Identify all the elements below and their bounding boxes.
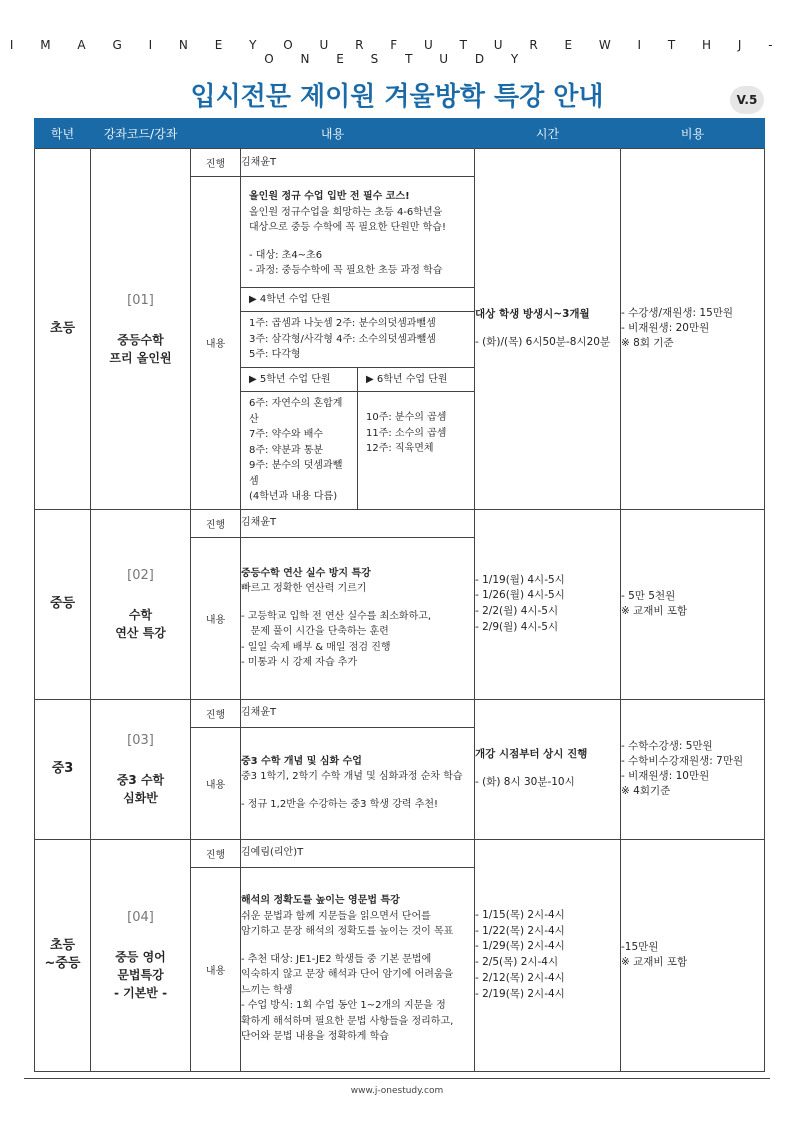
fee-line: - 5만 5천원 [621, 589, 676, 602]
fee-cell [621, 839, 765, 1071]
content-bullet: - 과정: 중등수학에 꼭 필요한 초등 과정 학습 [249, 265, 443, 276]
fee-line: ※ 8회 기준 [621, 337, 674, 350]
time-cell [475, 699, 621, 839]
course-name-line: - 기본반 - [113, 985, 168, 1000]
content-bullet: 단어와 문법 내용을 정확하게 학습 [241, 1031, 389, 1043]
unit-line: 12주: 직육면체 [366, 443, 434, 454]
fee-line: - 수강생/재원생: 15만원 [621, 306, 734, 319]
unit-line: (4학년과 내용 다름) [249, 491, 338, 502]
col-time: 시간 [475, 118, 621, 149]
progress-label: 진행 [191, 699, 241, 727]
time-line: - 1/29(목) 2시-4시 [475, 940, 565, 953]
course-name-line: 중3 수학 [116, 772, 165, 787]
time-line: - 1/26(월) 4시-5시 [475, 589, 565, 602]
units6-list [357, 392, 474, 509]
fee-cell [621, 149, 765, 510]
content-bullet: - 고등학교 입학 전 연산 실수를 최소화하고, [241, 610, 432, 622]
course-cell [91, 699, 191, 839]
fee-line: - 수학수강생: 5만원 [621, 739, 713, 752]
content-bullet: 느끼는 학생 [241, 984, 293, 996]
time-line: - (화) 8시 30분-10시 [475, 776, 575, 788]
course-cell [91, 509, 191, 699]
unit-line: 10주: 분수의 곱셈 [366, 412, 447, 423]
content-headline: 해석의 정확도를 높이는 영문법 특강 [241, 895, 400, 907]
course-code: [01] [127, 293, 154, 308]
course-name-line: 수학 [128, 607, 153, 622]
unit-line: 11주: 소수의 곱셈 [366, 427, 447, 439]
fee-line: ※ 4회기준 [621, 785, 671, 798]
content-bullet: - 대상: 초4~초6 [249, 249, 323, 261]
teacher-name: 김채윤T [241, 699, 475, 727]
fee-line: - 비재원생: 10만원 [621, 770, 710, 782]
teacher-name: 김채윤T [241, 509, 475, 537]
table-row [35, 699, 765, 727]
grade-line: ~중등 [44, 956, 81, 971]
grade-line: 초등 [49, 938, 76, 954]
time-line: - 2/5(목) 2시-4시 [475, 956, 559, 968]
teacher-name: 김예림(리안)T [241, 839, 475, 867]
table-row [35, 509, 765, 537]
grade-cell: 중3 [35, 699, 91, 839]
fee-line: - 비재원생: 20만원 [621, 322, 710, 335]
content-desc: 암기하고 문장 해석의 정확도를 높이는 것이 목표 [241, 926, 454, 938]
teacher-name: 김채윤T [241, 149, 475, 177]
footer-divider [24, 1078, 770, 1079]
content-bullet: 익숙하지 않고 문장 해석과 단어 암기에 어려움을 [241, 969, 454, 981]
time-headline: 대상 학생 방생시~3개월 [475, 308, 590, 320]
progress-label: 진행 [191, 509, 241, 537]
unit-line: 8주: 약분과 통분 [249, 444, 324, 456]
units6-title: ▶ 6학년 수업 단원 [357, 368, 474, 392]
course-cell [91, 149, 191, 510]
content-bullet: 문제 풀이 시간을 단축하는 훈련 [241, 626, 389, 637]
content-label: 내용 [191, 867, 241, 1071]
unit-line: 3주: 삼각형/사각형 4주: 소수의덧셈과뺄셈 [249, 333, 436, 345]
course-code: [03] [127, 733, 154, 749]
content-headline: 중3 수학 개념 및 심화 수업 [241, 755, 362, 767]
content-bullet: 확하게 해석하며 필요한 문법 사항들을 정리하고, [241, 1015, 454, 1027]
progress-label: 진행 [191, 839, 241, 867]
content-cell [241, 727, 475, 839]
col-content: 내용 [191, 118, 475, 149]
time-cell [475, 149, 621, 510]
time-line: - (화)/(목) 6시50분-8시20분 [475, 335, 611, 348]
unit-line: 7주: 약수와 배수 [249, 429, 324, 440]
course-table [34, 118, 765, 1072]
grade-cell: 중등 [35, 509, 91, 699]
content-desc: 대상으로 중등 수학에 꼭 필요한 단원만 학습! [249, 222, 446, 233]
time-line: - 1/22(목) 2시-4시 [475, 924, 565, 937]
progress-label: 진행 [191, 149, 241, 177]
unit-line: 5주: 다각형 [249, 349, 301, 360]
units56-title-row [241, 367, 474, 392]
time-line: - 1/15(목) 2시-4시 [475, 908, 565, 921]
unit-line: 1주: 곱셈과 나눗셈 2주: 분수의덧셈과뺄셈 [249, 318, 436, 329]
content-label: 내용 [191, 727, 241, 839]
table-row [35, 839, 765, 867]
col-course: 강좌코드/강좌 [91, 118, 191, 149]
content-bullet: - 정규 1,2반을 수강하는 중3 학생 강력 추천! [241, 798, 439, 810]
units4-list [241, 311, 474, 367]
content-bullet: - 수업 방식: 1회 수업 동안 1~2개의 지문을 정 [241, 1000, 446, 1012]
fee-cell [621, 509, 765, 699]
time-cell [475, 509, 621, 699]
content-desc: 빠르고 정확한 연산력 기르기 [241, 583, 367, 594]
content-headline: 올인원 정규 수업 입반 전 필수 코스! [249, 191, 410, 202]
table-row [35, 149, 765, 177]
time-line: - 2/12(목) 2시-4시 [475, 971, 565, 984]
course-name-line: 프리 올인원 [109, 350, 172, 365]
units56-list-row [241, 391, 474, 509]
table-header-row [35, 118, 765, 149]
time-cell [475, 839, 621, 1071]
col-fee: 비용 [621, 118, 765, 149]
content-cell [241, 177, 475, 510]
footer-url: www.j-onestudy.com [350, 1086, 444, 1096]
content-bullet: - 추천 대상: JE1-JE2 학생들 중 기본 문법에 [241, 953, 432, 965]
unit-line: 6주: 자연수의 혼합계산 [249, 398, 343, 425]
content-label: 내용 [191, 177, 241, 510]
grade-cell: 초등 [35, 149, 91, 510]
time-headline: 개강 시점부터 상시 진행 [475, 748, 588, 761]
tagline: I M A G I N E Y O U R F U T U R E W I T H J - O N E S T U D Y [9, 38, 785, 66]
course-name-line: 문법특강 [117, 967, 164, 982]
content-cell [241, 537, 475, 699]
time-line: - 1/19(월) 4시-5시 [475, 573, 565, 586]
time-line: - 2/2(월) 4시-5시 [475, 605, 559, 617]
fee-line: -15만원 [621, 940, 659, 953]
course-code: [04] [127, 910, 154, 926]
content-cell [241, 867, 475, 1071]
course-name-line: 심화반 [123, 790, 158, 805]
course-code: [02] [127, 568, 154, 584]
fee-line: - 수학비수강재원생: 7만원 [621, 754, 744, 767]
units4-title: ▶ 4학년 수업 단원 [241, 287, 474, 312]
units5-list [241, 392, 357, 509]
content-bullet: - 일일 숙제 배부 & 매일 점검 진행 [241, 641, 391, 653]
version-badge: V.5 [730, 86, 764, 114]
time-line: - 2/19(목) 2시-4시 [475, 987, 565, 1000]
content-label: 내용 [191, 537, 241, 699]
unit-line: 9주: 분수의 덧셈과뺄셈 [249, 460, 343, 487]
units5-title: ▶ 5학년 수업 단원 [249, 373, 331, 385]
page-title: 입시전문 제이원 겨울방학 특강 안내 [190, 82, 604, 112]
content-intro [241, 177, 474, 287]
content-desc: 올인원 정규수업을 희망하는 초등 4-6학년을 [249, 206, 443, 218]
course-cell [91, 839, 191, 1071]
course-name-line: 중등 영어 [115, 949, 166, 964]
content-desc: 중3 1학기, 2학기 수학 개념 및 심화과정 순차 학습 [241, 771, 463, 783]
course-name-line: 중등수학 [117, 332, 164, 347]
fee-line: ※ 교재비 포함 [621, 605, 688, 617]
fee-cell [621, 699, 765, 839]
time-line: - 2/9(월) 4시-5시 [475, 620, 559, 633]
fee-line: ※ 교재비 포함 [621, 956, 688, 968]
col-grade: 학년 [35, 118, 91, 149]
content-headline: 중등수학 연산 실수 방지 특강 [241, 567, 371, 579]
course-name-line: 연산 특강 [115, 625, 166, 640]
grade-cell [35, 839, 91, 1071]
content-desc: 쉬운 문법과 함께 지문들을 읽으면서 단어를 [241, 910, 431, 922]
content-bullet: - 미통과 시 강제 자습 추가 [241, 657, 358, 668]
